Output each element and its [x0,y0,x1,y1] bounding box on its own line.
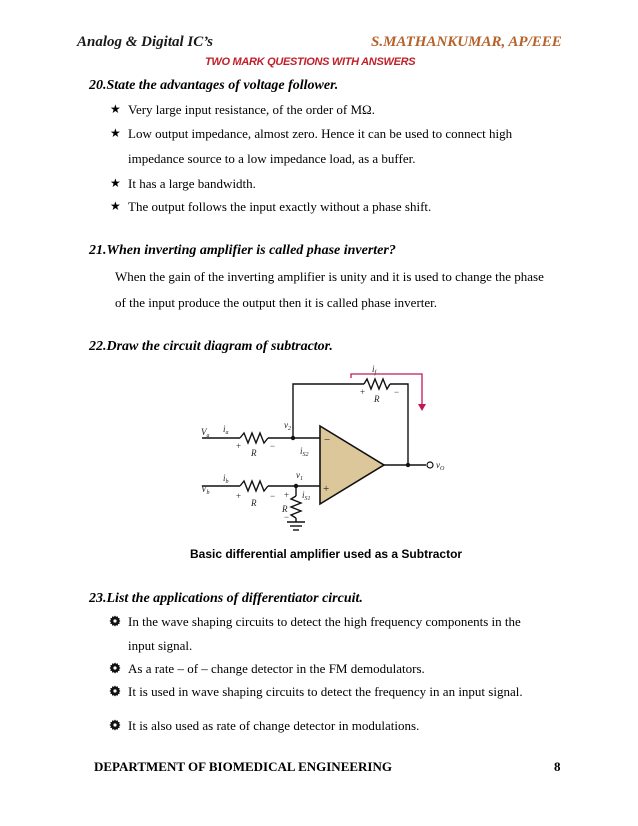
label-r-top-plus: + [236,441,242,451]
q20-bullet-2-cont: impedance source to a low impedance load, as a buffer. [128,151,416,166]
gear-icon [109,685,121,697]
gear-icon [109,615,121,627]
label-is1: $i_{S1}$ [302,490,311,502]
header-subtitle: TWO MARK QUESTIONS WITH ANSWERS [205,56,416,68]
label-r-top: R [251,448,257,458]
q21-title: 21.When inverting amplifier is called phase inverter? [89,243,396,258]
subtractor-circuit-diagram [196,362,446,532]
q23-bullet-1: In the wave shaping circuits to detect the high frequency components in the [128,614,521,630]
feedback-resistor-rf [364,379,390,389]
label-ia: $i_a$ [223,424,229,436]
star-icon: ★ [110,176,121,190]
header-course-title: Analog & Digital IC’s [77,34,213,50]
resistor-r-ground [291,496,301,518]
star-icon: ★ [110,199,121,213]
label-rf-plus: + [360,387,366,397]
if-arrowhead [418,404,426,411]
label-vo: $v_O$ [436,460,445,472]
label-r-bottom: R [251,498,257,508]
resistor-r-bottom [240,481,268,491]
label-rg-plus: + [284,490,290,500]
label-ib: $i_b$ [223,473,229,485]
label-v1: $v_1$ [296,470,303,482]
label-r-top-minus: − [270,441,276,451]
label-is2: $i_{S2}$ [300,446,309,458]
output-terminal [427,462,433,468]
label-opamp-plus: + [323,483,330,495]
q20-bullet-2: ★ Low output impedance, almost zero. Hence it can be used to connect high [110,126,513,141]
q20-bullet-1: ★ Very large input resistance, of the order of MΩ. [110,102,375,117]
header-author: S.MATHANKUMAR, AP/EEE [371,34,562,50]
q23-bullet-4: It is also used as rate of change detector in modulations. [128,718,419,734]
footer-department: DEPARTMENT OF BIOMEDICAL ENGINEERING [94,759,392,774]
q22-title: 22.Draw the circuit diagram of subtractor. [89,339,333,354]
footer-page-number: 8 [554,759,561,774]
label-r-bottom-minus: − [270,491,276,501]
gear-icon [109,719,121,731]
q20-bullet-4: ★ The output follows the input exactly without a phase shift. [110,199,432,214]
node-v1 [294,484,298,488]
q21-answer-line-2: of the input produce the output then it is called phase inverter. [115,295,438,310]
label-opamp-minus: − [324,434,331,446]
label-rg-minus: − [284,512,290,522]
q23-bullet-3: It is used in wave shaping circuits to detect the frequency in an input signal. [128,684,523,700]
node-output [406,463,410,467]
label-r-ground: R [282,504,288,514]
label-rf-minus: − [394,387,400,397]
gear-icon [109,662,121,674]
label-v2: $v_2$ [284,420,291,432]
label-va: $V_a$ [201,427,210,439]
figure-caption: Basic differential amplifier used as a Subtractor [190,547,463,561]
star-icon: ★ [110,102,121,116]
node-v2 [291,436,295,440]
label-if: $i_f$ [372,364,377,376]
star-icon: ★ [110,126,121,140]
label-r-bottom-plus: + [236,491,242,501]
q23-bullet-1-cont: input signal. [128,638,193,653]
q21-answer-line-1: When the gain of the inverting amplifier is unity and it is used to change the phase [115,269,544,284]
label-rf: R [374,394,380,404]
label-vb: $V_b$ [201,484,210,496]
feedback-wire-left [293,384,364,430]
q20-bullet-3: ★ It has a large bandwidth. [110,176,256,191]
q23-title: 23.List the applications of differentiator circuit. [89,591,363,606]
resistor-r-top [240,433,268,443]
q23-bullet-2: As a rate – of – change detector in the FM demodulators. [128,661,425,677]
q20-title: 20.State the advantages of voltage follower. [89,78,339,93]
